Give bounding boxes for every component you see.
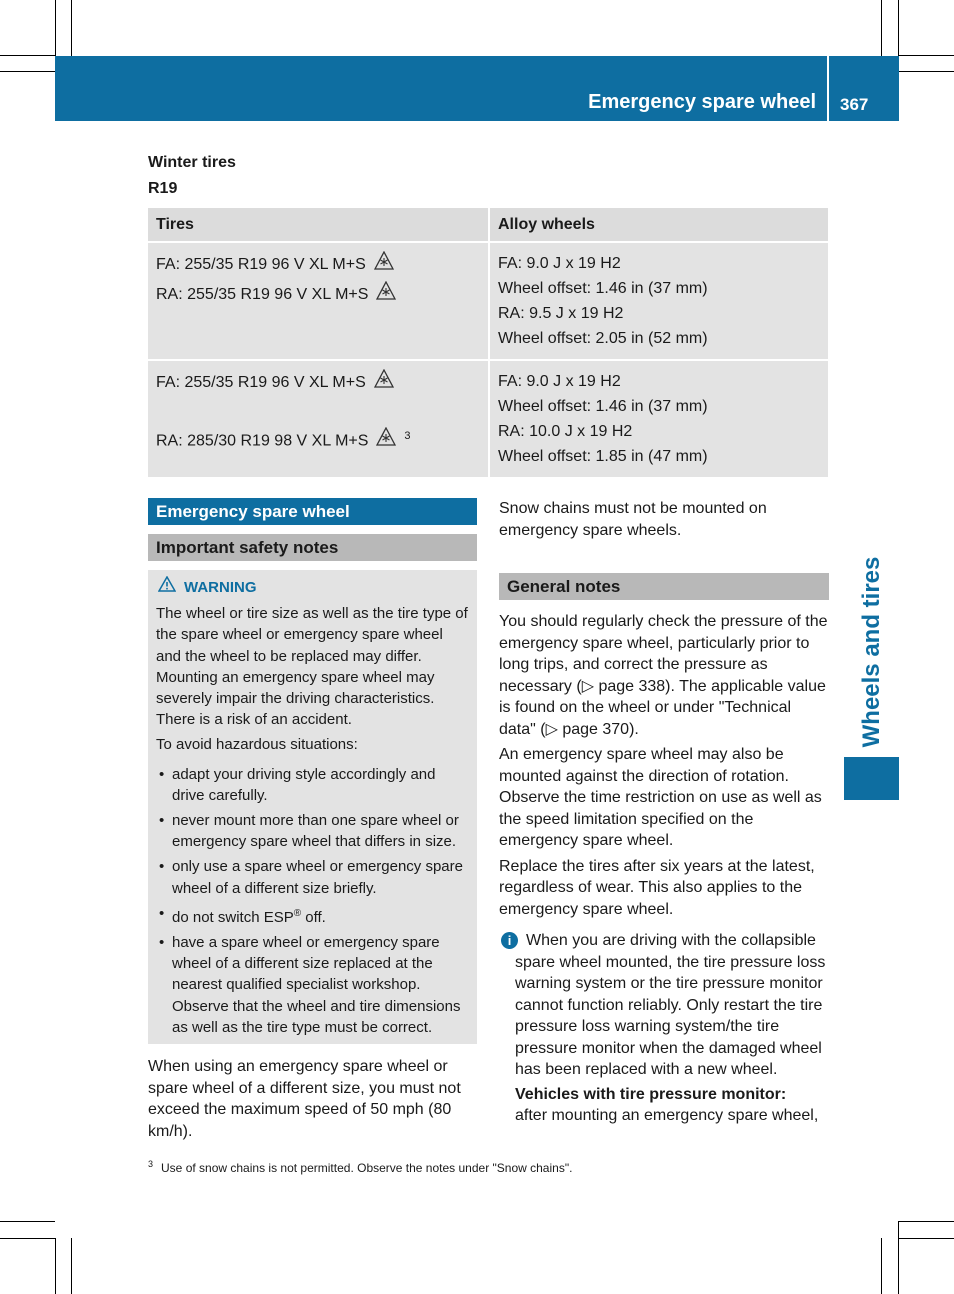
crop-mark — [55, 1238, 56, 1294]
right-column — [499, 498, 829, 1127]
page-header-title: Emergency spare wheel — [588, 91, 816, 113]
body-text: Snow chains must not be mounted on emergency spare wheels. — [499, 500, 767, 539]
page-number: 367 — [840, 95, 869, 114]
crop-mark — [899, 71, 954, 72]
crop-mark — [899, 55, 954, 56]
info-text: after mounting an emergency spare wheel, — [515, 1107, 819, 1124]
info-note — [499, 930, 829, 1127]
crop-mark — [0, 55, 55, 56]
crop-mark — [881, 0, 882, 56]
wheel-spec: RA: 10.0 J x 19 H2 — [498, 423, 633, 440]
table-header-wheels: Alloy wheels — [489, 208, 828, 242]
crop-mark — [899, 1221, 954, 1222]
warning-text: The wheel or tire size as well as the tire type of the spare wheel or emergency spare wheel and the wheel to be replaced may differ. Mounting an emergency spare wheel may severely impair the driving characteristics. There is a risk of an accident. — [156, 605, 468, 729]
crop-mark — [71, 0, 72, 56]
tire-spec: FA: 255/35 R19 96 V XL M+S — [156, 251, 480, 279]
list-item: • adapt your driving style accordingly and drive carefully. — [156, 764, 469, 806]
table-row — [148, 242, 828, 360]
crop-mark — [0, 1238, 55, 1239]
footnote-number: 3 — [148, 1159, 154, 1169]
snowflake-mountain-icon — [374, 251, 394, 279]
crop-mark — [71, 1238, 72, 1294]
body-text: An emergency spare wheel may also be mounted against the direction of rotation. Observe the time restriction on use as well as the speed limitation specified on the emergency spare wheel. — [499, 746, 822, 849]
wheel-spec: RA: 9.5 J x 19 H2 — [498, 305, 624, 322]
warning-label: WARNING — [184, 578, 257, 596]
list-item: • have a spare wheel or emergency spare wheel of a different size replaced at the nearest qualified specialist workshop. Observe that the wheel and tire dimensions as well as the tire type must be correct. — [156, 932, 469, 1038]
wheel-spec: Wheel offset: 1.85 in (47 mm) — [498, 448, 708, 465]
table-header-tires: Tires — [148, 208, 489, 242]
crop-mark — [55, 0, 56, 56]
section-title: General notes — [499, 573, 829, 600]
table-cell-wheels — [489, 242, 828, 360]
intro-heading: Winter tires — [148, 154, 236, 171]
crop-mark — [881, 1238, 882, 1294]
wheel-spec: Wheel offset: 1.46 in (37 mm) — [498, 280, 708, 297]
wheel-spec: Wheel offset: 2.05 in (52 mm) — [498, 330, 708, 347]
crop-mark — [898, 1221, 899, 1294]
wheel-spec: FA: 9.0 J x 19 H2 — [498, 255, 621, 272]
warning-text: To avoid hazardous situations: — [156, 736, 358, 754]
info-text: When you are driving with the collapsible spare wheel mounted, the tire pressure loss warning system or the tire pressure monitor cannot function reliably. Only restart the tire pressure loss warning system/the tire pressure monitor when the damaged wheel has been replaced with a new wheel. — [515, 932, 826, 1078]
body-text: When using an emergency spare wheel or spare wheel of a different size, you must not exceed the maximum speed of 50 mph (80 km/h). — [148, 1058, 461, 1140]
footnote-text: Use of snow chains is not permitted. Observe the notes under "Snow chains". — [161, 1161, 573, 1175]
table-cell-wheels — [489, 360, 828, 477]
list-item: • never mount more than one spare wheel or emergency spare wheel that differs in size. — [156, 810, 469, 852]
intro-subheading: R19 — [148, 180, 178, 197]
table-cell-tires — [148, 360, 489, 477]
side-tab-marker — [844, 757, 899, 800]
table-row — [148, 360, 828, 477]
snowflake-mountain-icon — [374, 369, 394, 397]
crop-mark — [898, 0, 899, 56]
list-item: • do not switch ESP® off. — [156, 903, 469, 928]
warning-triangle-icon — [158, 576, 176, 598]
header-divider — [827, 56, 829, 121]
tire-spec: FA: 255/35 R19 96 V XL M+S — [156, 369, 480, 397]
crop-mark — [0, 71, 55, 72]
body-text: You should regularly check the pressure of the emergency spare wheel, particularly prior to long trips, and correct the pressure as necessary (▷ page 338). The applicable value is found on the wheel or under "Technical data" (▷ page 370). — [499, 613, 828, 738]
body-text: Replace the tires after six years at the latest, regardless of wear. This also applies to the emergency spare wheel. — [499, 857, 815, 918]
wheel-spec: Wheel offset: 1.46 in (37 mm) — [498, 398, 708, 415]
crop-mark — [0, 1221, 55, 1222]
crop-mark — [899, 1238, 954, 1239]
info-icon: i — [501, 932, 518, 949]
tire-spec: RA: 255/35 R19 96 V XL M+S — [156, 281, 480, 309]
snowflake-mountain-icon — [376, 281, 396, 309]
footnote — [148, 1159, 572, 1175]
side-tab-label: Wheels and tires — [858, 556, 885, 748]
warning-box — [148, 570, 477, 1044]
table-cell-tires — [148, 242, 489, 360]
snowflake-mountain-icon — [376, 427, 396, 455]
tire-table — [148, 208, 828, 477]
tire-spec: RA: 285/30 R19 98 V XL M+S $^3$ — [156, 424, 480, 455]
subsection-title: Important safety notes — [148, 534, 477, 561]
warning-heading — [158, 576, 469, 598]
info-bold-heading: Vehicles with tire pressure monitor: — [515, 1085, 787, 1103]
left-column — [148, 498, 477, 1146]
list-item: • only use a spare wheel or emergency spare wheel of a different size briefly. — [156, 856, 469, 898]
section-title: Emergency spare wheel — [148, 498, 477, 525]
footnote-ref: 3 — [404, 430, 411, 442]
wheel-spec: FA: 9.0 J x 19 H2 — [498, 373, 621, 390]
